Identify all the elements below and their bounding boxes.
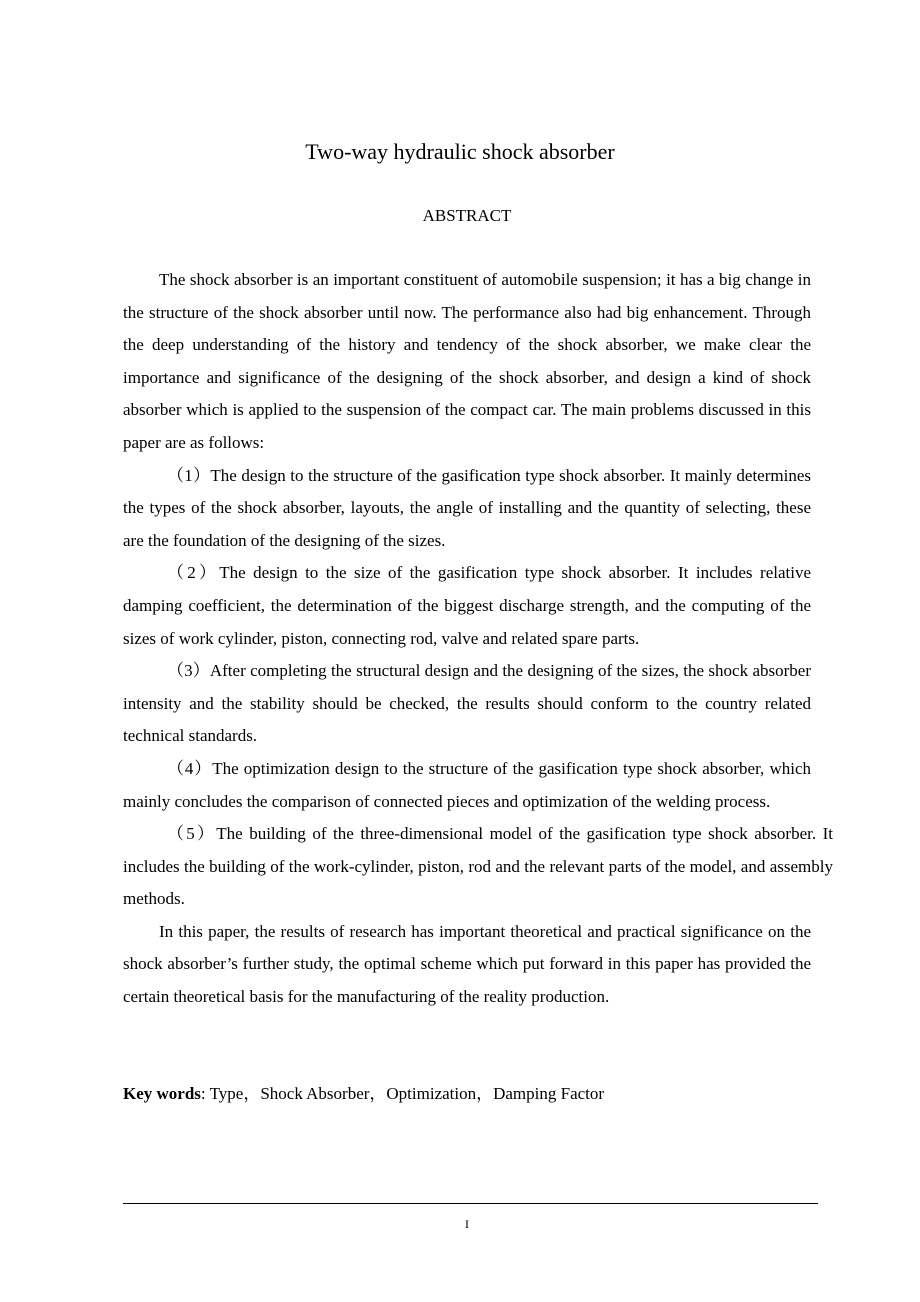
- keywords-label: Key words: [123, 1084, 201, 1103]
- footer-divider: [123, 1203, 818, 1204]
- page-number: I: [465, 1217, 469, 1231]
- keywords-line: [123, 1082, 604, 1106]
- abstract-heading: ABSTRACT: [422, 206, 512, 225]
- abstract-item-4: （4）The optimization design to the structure of the gasification type shock absorber, which mainly concludes the comparison of connected pieces and optimization of the welding process.: [123, 758, 811, 811]
- abstract-paragraph-intro: The shock absorber is an important constituent of automobile suspension; it has a big change in the structure of the shock absorber until now. The performance also had big enhancement. Through the deep understanding of the history and tendency of the shock absorber, we make clear the importance and significance of the designing of the shock absorber, and design a kind of shock absorber which is applied to the suspension of the compact car. The main problems discussed in this paper are as follows:: [123, 270, 811, 452]
- abstract-item-1: （1）The design to the structure of the gasification type shock absorber. It mainly determines the types of the shock absorber, layouts, the angle of installing and the quantity of selecting, these are the foundation of the designing of the sizes.: [123, 465, 811, 550]
- abstract-item-2: （2）The design to the size of the gasification type shock absorber. It includes relative damping coefficient, the determination of the biggest discharge strength, and the computing of the sizes of work cylinder, piston, connecting rod, valve and related spare parts.: [123, 563, 811, 648]
- abstract-item-3: （3）After completing the structural design and the designing of the sizes, the shock absorber intensity and the stability should be checked, the results should conform to the country related technical standards.: [123, 661, 811, 746]
- document-title: Two-way hydraulic shock absorber: [305, 139, 615, 164]
- abstract-item-5: （5）The building of the three-dimensional model of the gasification type shock absorber. It includes the building of the work-cylinder, piston, rod and the relevant parts of the model, and assembly methods.: [123, 824, 833, 909]
- abstract-paragraph-conclusion: In this paper, the results of research has important theoretical and practical significance on the shock absorber’s further study, the optimal scheme which put forward in this paper has provided the certain theoretical basis for the manufacturing of the reality production.: [123, 921, 811, 1007]
- keywords-list: : Type，Shock Absorber，Optimization，Damping Factor: [200, 1084, 605, 1103]
- abstract-body: [123, 264, 833, 1014]
